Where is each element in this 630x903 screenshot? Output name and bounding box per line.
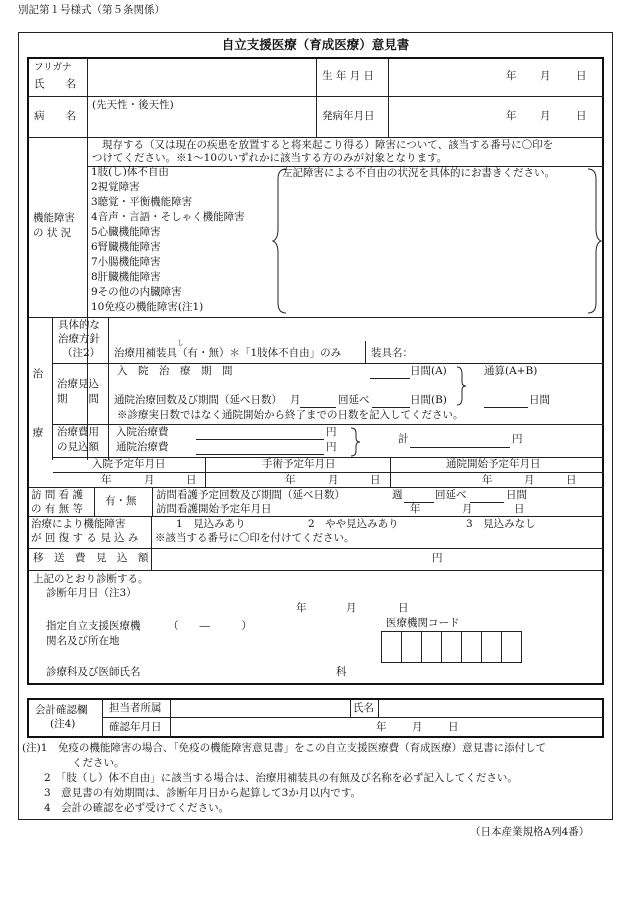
cost-brace [349, 427, 361, 457]
name-field[interactable] [90, 60, 312, 94]
onset-field[interactable] [392, 100, 600, 134]
diagnosis-statement: 上記のとおり診断する。 [33, 573, 149, 585]
doctor-field[interactable] [160, 664, 330, 680]
transport-label: 移 送 費 見 込 額 [33, 552, 149, 564]
treatment-side-2: 療 [32, 427, 44, 439]
disability-item-3[interactable]: 3聴覚・平衡機能障害 [91, 196, 193, 208]
transport-field[interactable] [156, 551, 428, 568]
code-box-4[interactable] [441, 631, 462, 663]
code-box-6[interactable] [481, 631, 502, 663]
note-1-cont: ください。 [72, 757, 125, 769]
form-id: 別記第１号様式（第５条関係） [18, 4, 165, 16]
disability-label-2: の 状 況 [33, 227, 72, 239]
admission-date-label: 入院予定年月日 [92, 458, 166, 470]
total-cost-field[interactable] [410, 446, 510, 448]
treatment-side-1: 治 [32, 368, 44, 380]
disease-note: (先天性・後天性) [92, 99, 174, 111]
footer-spec: （日本産業規格A列4番） [470, 826, 590, 838]
recovery-option-2[interactable]: 2 やや見込みあり [308, 518, 399, 530]
detail-label: 左記障害による不自由の状況を具体的にお書きください。 [282, 167, 555, 179]
disability-item-9[interactable]: 9その他の内臓障害 [91, 286, 182, 298]
code-box-3[interactable] [421, 631, 442, 663]
code-box-1[interactable] [381, 631, 402, 663]
disability-item-1[interactable]: 1肢(し)体不自由 [91, 166, 169, 178]
visit-start-date-label: 通院開始予定年月日 [446, 458, 541, 470]
disease-label: 病 名 [34, 110, 76, 122]
form-title: 自立支援医療（育成医療）意見書 [221, 37, 410, 52]
dob-field[interactable] [392, 60, 600, 94]
doctor-label: 診療科及び医師氏名 [46, 666, 141, 678]
code-label: 医療機関コード [386, 617, 460, 629]
staff-name-field[interactable] [382, 700, 600, 716]
outpatient-period-label: 通院治療回数及び期間（延べ日数） [114, 394, 282, 406]
code-box-7[interactable] [501, 631, 522, 663]
note-1: (注)1 免疫の機能障害の場合、「免疫の機能障害意見書」をこの自立支援医療費（育成医療）意見書に添付して [22, 742, 547, 754]
note-3: 3 意見書の有効期間は、診断年月日から起算して3か月以内です。 [44, 787, 362, 799]
detail-field[interactable] [290, 184, 590, 312]
disease-field[interactable] [90, 114, 312, 134]
code-box-5[interactable] [461, 631, 482, 663]
name-label: 氏 名 [34, 78, 76, 90]
recovery-option-3[interactable]: 3 見込みなし [466, 518, 536, 530]
disability-instruction-1: 現存する（又は現在の疾患を放置すると将来起こり得る）障害について、該当する番号に〇印を [102, 139, 554, 151]
disability-item-8[interactable]: 8肝臓機能障害 [91, 271, 161, 283]
disability-item-5[interactable]: 5心臓機能障害 [91, 226, 161, 238]
disability-label-1: 機能障害 [33, 212, 75, 224]
form-page: 別記第１号様式（第５条関係） 自立支援医療（育成医療）意見書 フリガナ 氏 名 生 年 月 日 年 月 日 病 名 (先天性・後天性) 発病年月日 年 月 日 現存する（又は現在の疾患を放置すると将来起こり得る）障害について、該当する番号に〇印を つけてください。※1～10のいずれかに該当する方のみが対象となります。 機能障害 の 状 況 1肢(し)体不自由 2視覚障害 3聴覚・平衡機能障害 4音声・言語・そしゃく機能障害 5心臓機能障害 6腎臓機能障害 7小腸機能障害 8肝臓機能障害 9その他の内臓障害 10免疫の機能障害(注1) 左記障害による不自由の状況を具体的にお書きください。 治 療 具体的な 治療方針 （注2） し 治療用補装具（有・無）＊「1肢体不自由」のみ 装具名： 治療見込 期 間 入 院 治 療 期 間 日間(A) 通算(A+B) 通院治療回数及び期間（延べ日数） 月 回延べ 日間(B) 日間 ※診療実日数ではなく通院開始から終了までの日数を記入してください。 治療費用 の見込額 入院治療費 円 通院治療費 円 計 円 入院予定年月日 手術予定年月日 通院開始予定年月日 年 月 日 年 月 日 年 月 日 訪 問 看 護 の 有 無 等 有・無 訪問看護予定回数及び期間（延べ日数） 週 回延べ 日間 訪問看護開始予定年月日 年 月 日 治療により機能障害 が 回 復 す る 見 込 み 1 見込みあり 2 やや見込みあり 3 見込みなし ※該当する番号に〇印を付けてください。 移 送 費 見 込 額 円 上記のとおり診断する。 診断年月日（注3） 年 月 日 指定自立支援医療機 （ ― ） 医療機関コード 関名及び所在地 診療科及び医師氏名 科 会計確認欄 (注4) 担当者所属 氏名 確認年月日 年 月 日 (注)1 免疫の機能障害の場合、「免疫の機能障害意見書」をこの自立支援医療費（育成医療）意見書に添付して ください。 2 「肢（し）体不自由」に該当する場合は、治療用補装具の有無及び名称を必ず記入してください。 3 意見書の有効期間は、診断年月日から起算して3か月以内です。 4 会計の確認を必ず受けてください。 （日本産業規格A列4番） [0, 0, 630, 903]
disability-item-2[interactable]: 2視覚障害 [91, 181, 140, 193]
surgery-date-label: 手術予定年月日 [262, 458, 336, 470]
disability-item-10[interactable]: 10免疫の機能障害(注1) [91, 301, 204, 313]
days-b-field[interactable] [372, 406, 410, 408]
disability-item-4[interactable]: 4音声・言語・そしゃく機能障害 [91, 211, 245, 223]
outpatient-cost-field[interactable] [196, 453, 324, 455]
note-2: 2 「肢（し）体不自由」に該当する場合は、治療用補装具の有無及び名称を必ず記入してください。 [44, 772, 518, 784]
months-field[interactable] [300, 406, 336, 408]
furigana-label: フリガナ [34, 62, 72, 73]
disability-item-7[interactable]: 7小腸機能障害 [91, 256, 161, 268]
code-box-2[interactable] [401, 631, 422, 663]
inpatient-period-label: 入 院 治 療 期 間 [117, 365, 233, 377]
diagnosis-date-label: 診断年月日（注3） [46, 587, 137, 599]
institution-field[interactable] [168, 632, 368, 662]
device-field[interactable]: 治療用補装具（有・無）＊「1肢体不自由」のみ [114, 347, 342, 359]
recovery-note: ※該当する番号に〇印を付けてください。 [155, 532, 355, 544]
disability-item-6[interactable]: 6腎臓機能障害 [91, 241, 161, 253]
dob-label: 生 年 月 日 [322, 70, 375, 82]
recovery-option-1[interactable]: 1 見込みあり [176, 518, 246, 530]
policy-field[interactable] [112, 320, 600, 340]
note-4: 4 会計の確認を必ず受けてください。 [44, 802, 230, 814]
nursing-yes-no[interactable]: 有・無 [105, 495, 137, 507]
inpatient-cost-field[interactable] [196, 438, 324, 440]
total-days-field[interactable] [484, 406, 528, 408]
days-a-field[interactable] [370, 377, 410, 379]
nursing-days-field[interactable] [470, 501, 504, 503]
institution-label: 指定自立支援医療機 [46, 620, 141, 632]
outlook-brace [455, 366, 467, 406]
outlook-note: ※診療実日数ではなく通院開始から終了までの日数を記入してください。 [117, 409, 464, 421]
staff-field[interactable] [174, 700, 346, 716]
onset-label: 発病年月日 [322, 110, 375, 122]
device-name-label: 装具名： [371, 347, 413, 359]
disability-instruction-2: つけてください。※1～10のいずれかに該当する方のみが対象となります。 [92, 152, 448, 164]
